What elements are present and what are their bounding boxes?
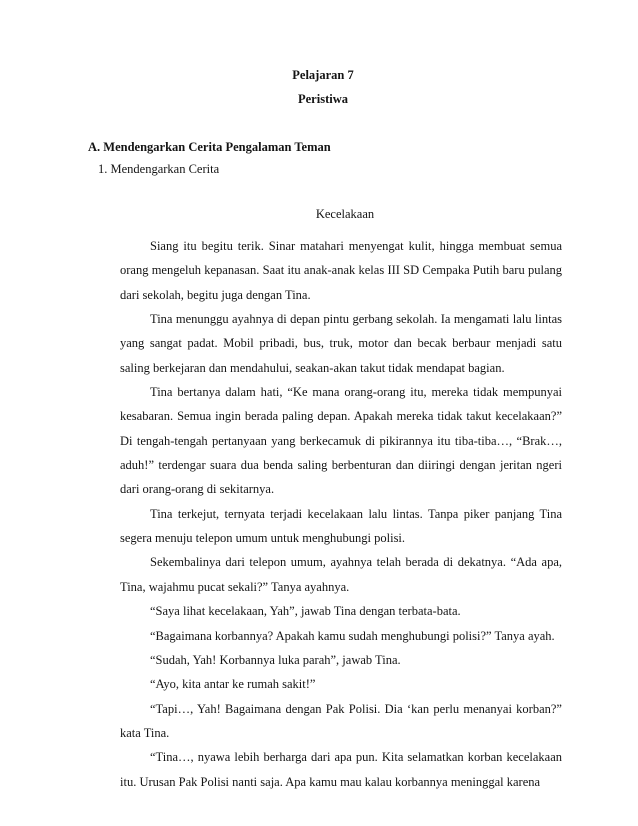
story-paragraph: Tina terkejut, ternyata terjadi kecelakaan lalu lintas. Tanpa piker panjang Tina segera menuju telepon umum untuk menghubungi polisi.	[120, 506, 562, 546]
story-paragraph: “Ayo, kita antar ke rumah sakit!”	[150, 677, 316, 692]
story-paragraph: Sekembalinya dari telepon umum, ayahnya telah berada di dekatnya. “Ada apa, Tina, wajahmu pucat sekali?” Tanya ayahnya.	[120, 555, 562, 594]
story-paragraph: Tina bertanya dalam hati, “Ke mana orang-orang itu, mereka tidak mempunyai kesabaran. Semua ingin berada paling depan. Apakah mereka tidak takut kecelakaan?” Di tengah-tengah pertanyaan yang berkecamuk di pikirannya itu tiba-tiba…, “Brak…, aduh!” terdengar suara dua benda saling berbenturan dan diiringi dengan jeritan ngeri dari orang-orang di sekitarnya.	[120, 385, 562, 497]
story-paragraph: “Sudah, Yah! Korbannya luka parah”, jawab Tina.	[150, 652, 401, 667]
lesson-title: Pelajaran 7	[292, 68, 354, 82]
subsection-heading: 1. Mendengarkan Cerita	[98, 162, 220, 176]
story-body	[120, 234, 562, 794]
story-paragraph: Siang itu begitu terik. Sinar matahari menyengat kulit, hingga membuat semua orang mengeluh kepanasan. Saat itu anak-anak kelas III SD Cempaka Putih baru pulang dari sekolah, begitu juga dengan Tina.	[120, 239, 562, 302]
story-title: Kecelakaan	[315, 207, 375, 221]
story-paragraph: “Tapi…, Yah! Bagaimana dengan Pak Polisi. Dia ‘kan perlu menanyai korban?” kata Tina.	[120, 701, 562, 740]
section-heading: A. Mendengarkan Cerita Pengalaman Teman	[88, 140, 331, 154]
story-paragraph: “Bagaimana korbannya? Apakah kamu sudah menghubungi polisi?” Tanya ayah.	[150, 628, 555, 643]
lesson-subtitle: Peristiwa	[298, 92, 348, 106]
story-paragraph: “Tina…, nyawa lebih berharga dari apa pun. Kita selamatkan korban kecelakaan itu. Urusan Pak Polisi nanti saja. Apa kamu mau kalau korbannya meninggal karena	[120, 750, 562, 789]
story-paragraph: “Saya lihat kecelakaan, Yah”, jawab Tina dengan terbata-bata.	[150, 604, 461, 619]
story-paragraph: Tina menunggu ayahnya di depan pintu gerbang sekolah. Ia mengamati lalu lintas yang sangat padat. Mobil pribadi, bus, truk, motor dan becak berbaur menjadi satu saling berkejaran dan mendahului, seakan-akan takut tidak mendapat bagian.	[120, 312, 562, 375]
